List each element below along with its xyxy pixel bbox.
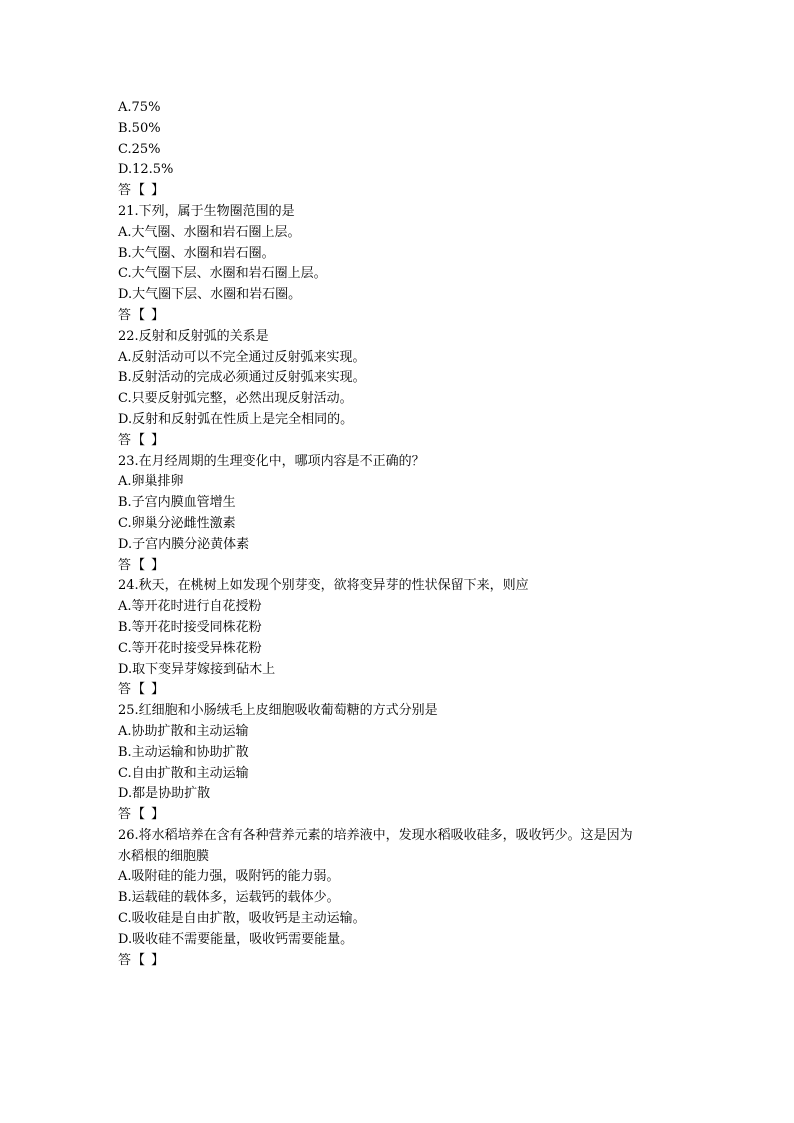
option-d: D.12.5% <box>118 162 174 178</box>
option-a: A.反射活动可以不完全通过反射弧来实现。 <box>118 349 366 365</box>
option-c: C.等开花时接受异株花粉 <box>118 640 262 656</box>
option-a: A.协助扩散和主动运输 <box>118 723 249 739</box>
answer-blank: 答【 】 <box>118 952 166 968</box>
option-b: B.运载硅的载体多，运载钙的载体少。 <box>118 890 340 906</box>
question-stem: 26.将水稻培养在含有各种营养元素的培养液中，发现水稻吸收硅多，吸收钙少。这是因为 <box>118 827 633 843</box>
answer-blank: 答【 】 <box>118 682 166 698</box>
option-c: C.只要反射弧完整，必然出现反射活动。 <box>118 391 353 407</box>
question-20-options <box>118 98 698 202</box>
option-a: A.吸附硅的能力强，吸附钙的能力弱。 <box>118 869 340 885</box>
option-d: D.取下变异芽嫁接到砧木上 <box>118 661 276 677</box>
question-stem-continued: 水稻根的细胞膜 <box>118 848 210 864</box>
option-b: B.反射活动的完成必须通过反射弧来实现。 <box>118 370 366 386</box>
option-d: D.子宫内膜分泌黄体素 <box>118 536 250 552</box>
question-25 <box>118 701 698 826</box>
question-22 <box>118 327 698 452</box>
option-c: C.25% <box>118 141 161 157</box>
answer-blank: 答【 】 <box>118 432 166 448</box>
answer-blank: 答【 】 <box>118 807 166 823</box>
question-26 <box>118 826 698 972</box>
option-b: B.主动运输和协助扩散 <box>118 744 249 760</box>
question-stem: 23.在月经周期的生理变化中，哪项内容是不正确的？ <box>118 453 425 469</box>
option-b: B.大气圈、水圈和岩石圈。 <box>118 245 275 261</box>
option-d: D.大气圈下层、水圈和岩石圈。 <box>118 287 302 303</box>
option-c: C.自由扩散和主动运输 <box>118 765 249 781</box>
answer-blank: 答【 】 <box>118 183 166 199</box>
option-c: C.卵巢分泌雌性激素 <box>118 515 236 531</box>
option-c: C.吸收硅是自由扩散，吸收钙是主动运输。 <box>118 911 366 927</box>
option-c: C.大气圈下层、水圈和岩石圈上层。 <box>118 266 327 282</box>
option-a: A.75% <box>118 100 161 115</box>
option-b: B.等开花时接受同株花粉 <box>118 619 262 635</box>
option-a: A.等开花时进行自花授粉 <box>118 599 262 615</box>
option-d: D.吸收硅不需要能量，吸收钙需要能量。 <box>118 931 354 947</box>
option-b: B.50% <box>118 120 161 136</box>
question-stem: 22.反射和反射弧的关系是 <box>118 328 269 344</box>
answer-blank: 答【 】 <box>118 307 166 323</box>
question-stem: 21.下列，属于生物圈范围的是 <box>118 203 295 219</box>
option-d: D.都是协助扩散 <box>118 786 211 802</box>
question-stem: 24.秋天，在桃树上如发现个别芽变，欲将变异芽的性状保留下来，则应 <box>118 578 529 594</box>
exam-page-content <box>118 98 698 971</box>
question-23 <box>118 452 698 577</box>
answer-blank: 答【 】 <box>118 557 166 573</box>
question-21 <box>118 202 698 327</box>
question-24 <box>118 576 698 701</box>
option-d: D.反射和反射弧在性质上是完全相同的。 <box>118 411 354 427</box>
option-b: B.子宫内膜血管增生 <box>118 495 236 511</box>
question-stem: 25.红细胞和小肠绒毛上皮细胞吸收葡萄糖的方式分别是 <box>118 703 438 719</box>
option-a: A.卵巢排卵 <box>118 474 184 490</box>
option-a: A.大气圈、水圈和岩石圈上层。 <box>118 224 301 240</box>
